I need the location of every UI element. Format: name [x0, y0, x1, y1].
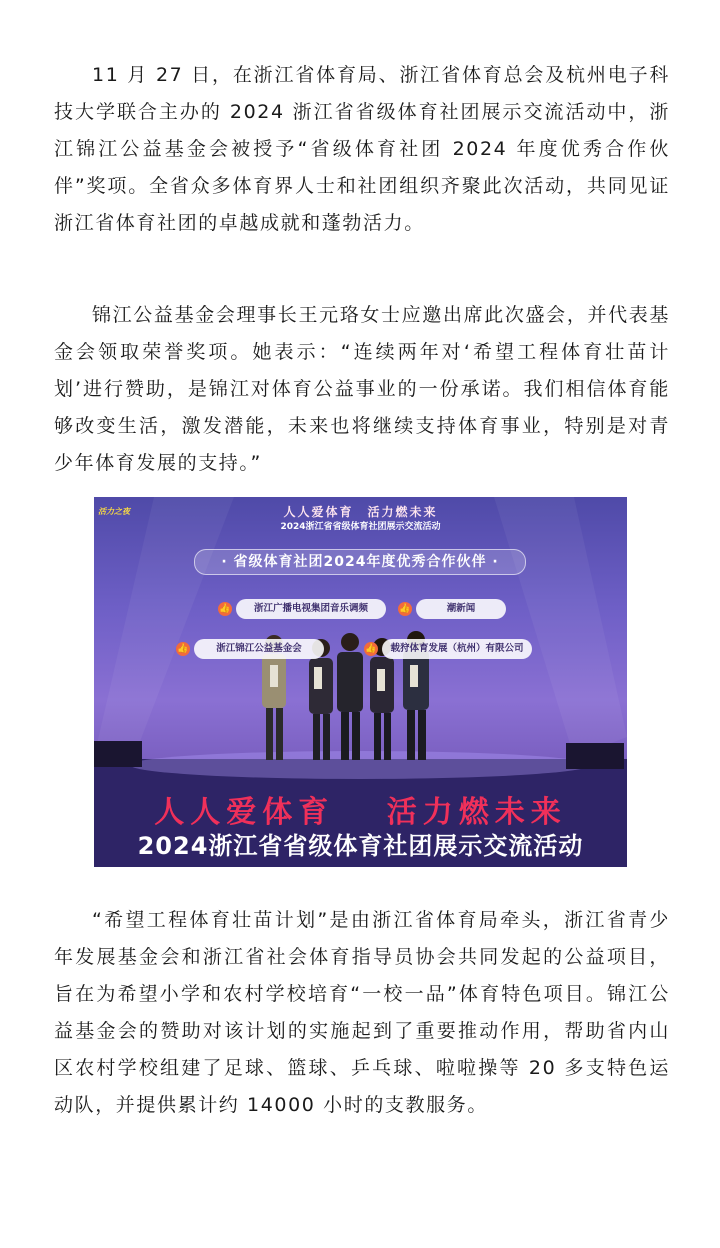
paragraph-2: 锦江公益基金会理事长王元珞女士应邀出席此次盛会，并代表基金会领取荣誉奖项。她表示：“连续两年对‘希望工程体育壮苗计划’进行赞助，是锦江对体育公益事业的一份承诺。我们相信体育能够改变生活，激发潜能，未来也将继续支持体育事业，特别是对青少年体育发展的支持。” [54, 304, 670, 474]
partner-name: 潮新闻 [416, 599, 506, 619]
paragraph-1: 11 月 27 日，在浙江省体育局、浙江省体育总会及杭州电子科技大学联合主办的 2024 浙江省省级体育社团展示交流活动中，浙江锦江公益基金会被授予“省级体育社团 2024 年度优秀合作伙伴”奖项。全省众多体育界人士和社团组织齐聚此次活动，共同见证浙江省体育社团的卓越成就和蓬勃活力。 [54, 64, 670, 234]
paragraph-3: “希望工程体育壮苗计划”是由浙江省体育局牵头，浙江省青少年发展基金会和浙江省社会体育指导员协会共同发起的公益项目，旨在为希望小学和农村学校培育“一校一品”体育特色项目。锦江公益基金会的赞助对该计划的实施起到了重要推动作用，帮助省内山区农村学校组建了足球、篮球、乒乓球、啦啦操等 20 多支特色运动队，并提供累计约 14000 小时的支教服务。 [54, 909, 670, 1116]
partner-name: 浙江广播电视集团音乐调频 [236, 599, 386, 619]
banner-subtitle: 2024浙江省省级体育社团展示交流活动 [137, 832, 584, 860]
screen-slogan: 人人爱体育 活力燃未来 [283, 505, 438, 519]
screen-subtitle: 2024浙江省省级体育社团展示交流活动 [280, 522, 441, 532]
person-3 [337, 633, 363, 760]
thumbs-up-icon: 👍 [219, 604, 231, 614]
partner-name: 载狩体育发展（杭州）有限公司 [382, 639, 532, 659]
thumbs-up-icon: 👍 [365, 644, 377, 654]
thumbs-up-icon: 👍 [399, 604, 411, 614]
thumbs-up-icon: 👍 [177, 644, 189, 654]
event-logo: 活力之夜 [98, 507, 130, 516]
partner-name: 浙江锦江公益基金会 [194, 639, 324, 659]
banner-slogan: 人人爱体育 活力燃未来 [154, 795, 567, 830]
award-ceremony-photo [94, 497, 627, 867]
award-title: · 省级体育社团2024年度优秀合作伙伴 · [194, 549, 526, 575]
